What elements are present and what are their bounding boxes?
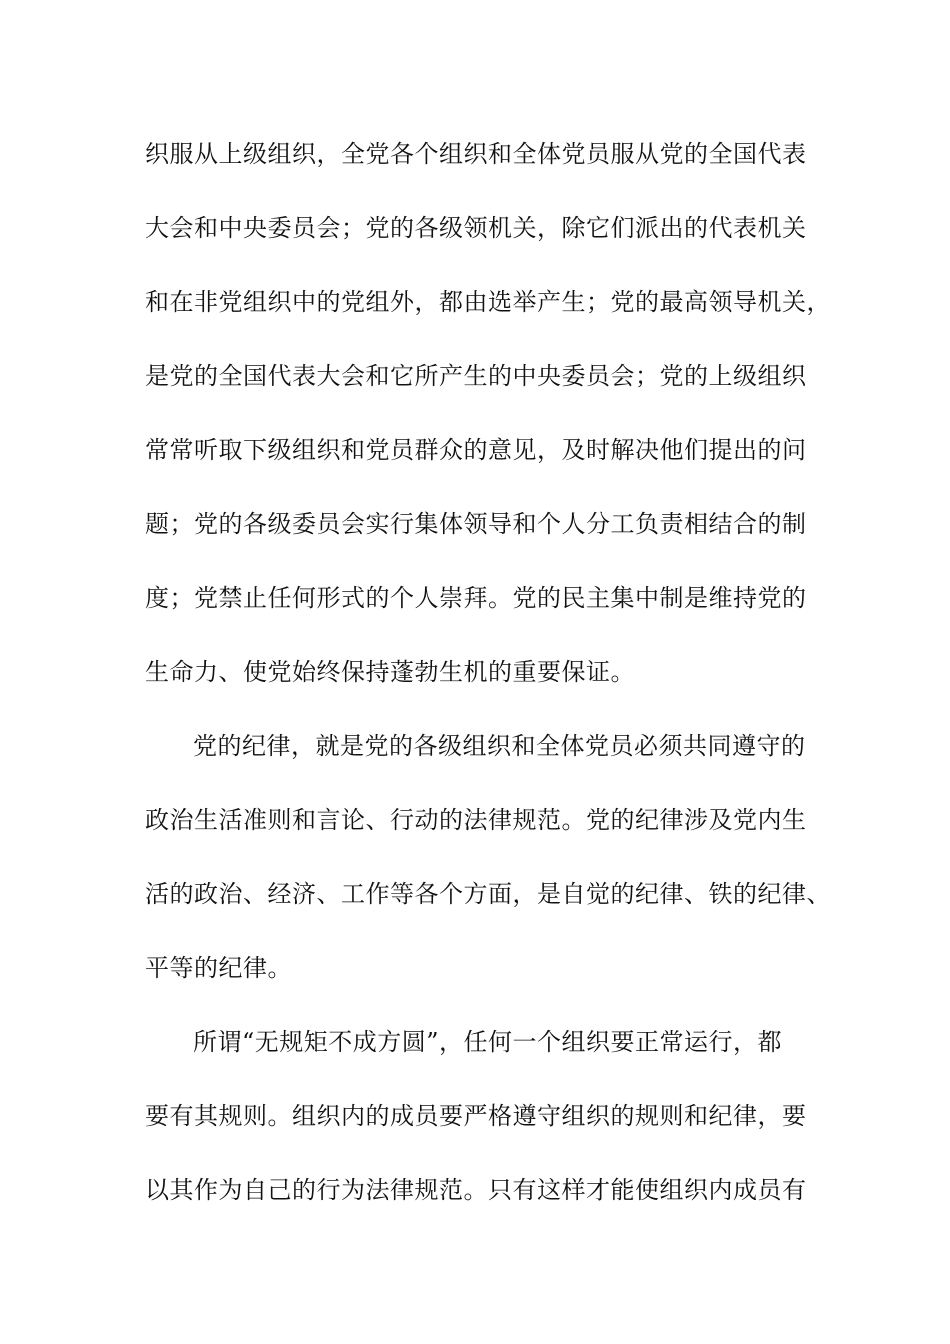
text-line-2: 大会和中央委员会；党的各级领机关，除它们派出的代表机关: [145, 214, 807, 242]
text-line-6: 题；党的各级委员会实行集体领导和个人分工负责相结合的制: [145, 510, 807, 538]
text-line-1: 织服从上级组织，全党各个组织和全体党员服从党的全国代表: [145, 140, 807, 168]
text-line-9: 党的纪律，就是党的各级组织和全体党员必须共同遵守的: [193, 732, 806, 760]
text-line-10: 政治生活准则和言论、行动的法律规范。党的纪律涉及党内生: [145, 806, 807, 834]
text-line-15: 以其作为自己的行为法律规范。只有这样才能使组织内成员有: [145, 1176, 807, 1204]
text-line-11: 活的政治、经济、工作等各个方面，是自觉的纪律、铁的纪律、: [145, 880, 831, 908]
text-line-12: 平等的纪律。: [145, 954, 292, 982]
text-line-4: 是党的全国代表大会和它所产生的中央委员会；党的上级组织: [145, 362, 807, 390]
text-line-8: 生命力、使党始终保持蓬勃生机的重要保证。: [145, 658, 635, 686]
text-line-5: 常常听取下级组织和党员群众的意见，及时解决他们提出的问: [145, 436, 807, 464]
document-body: [145, 128, 831, 1238]
text-line-14: 要有其规则。组织内的成员要严格遵守组织的规则和纪律，要: [145, 1102, 807, 1130]
text-line-13: 所谓“无规矩不成方圆”，任何一个组织要正常运行，都: [193, 1028, 783, 1056]
text-line-7: 度；党禁止任何形式的个人崇拜。党的民主集中制是维持党的: [145, 584, 807, 612]
text-line-3: 和在非党组织中的党组外，都由选举产生；党的最高领导机关，: [145, 288, 831, 316]
